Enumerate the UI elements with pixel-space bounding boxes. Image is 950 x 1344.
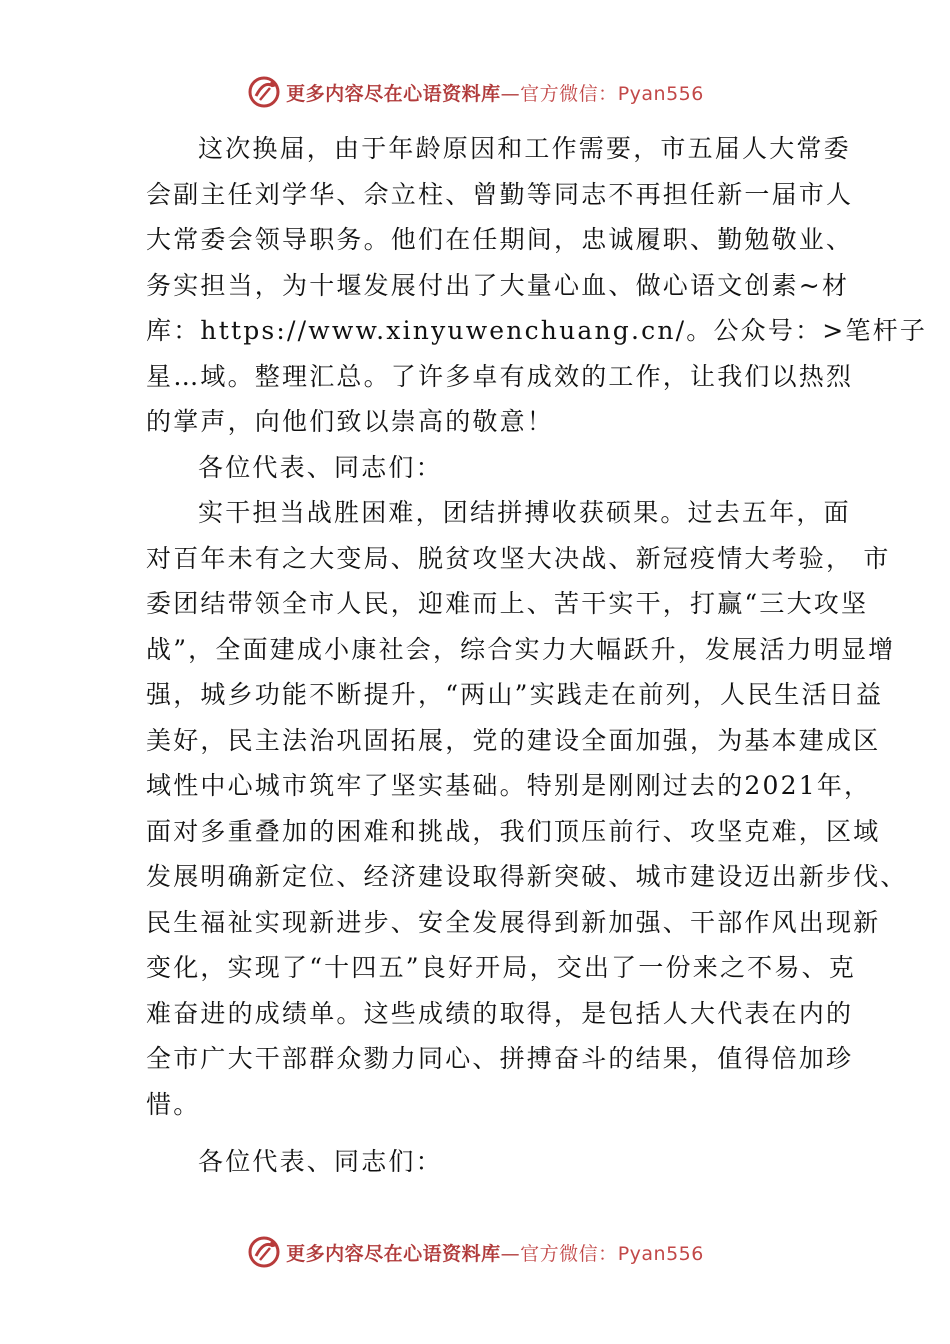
salutation: 各位代表、同志们： [198,452,443,482]
text-line: 星…域。整理汇总。了许多卓有成效的工作，让我们以热烈 [146,361,854,391]
paragraph [146,445,826,491]
text-line: 务实担当，为十堰发展付出了大量心血、做心语文创素~材 [146,270,850,300]
watermark-wechat-label: 官方微信： [520,82,618,105]
paragraph [146,126,928,445]
text-line: 的掌声，向他们致以崇高的敬意！ [146,407,555,436]
text-line: 美好，民主法治巩固拓展，党的建设全面加强，为基本建成区 [146,725,881,755]
text-line: 战”，全面建成小康社会，综合实力大幅跃升，发展活力明显增 [146,634,896,664]
footer-watermark [0,1232,950,1272]
header-watermark [0,72,950,112]
text-line: 库：https://www.xinyuwenchuang.cn/。公众号：>笔杆子 [146,316,928,345]
text-line: 惜。 [146,1089,201,1119]
text-line: 难奋进的成绩单。这些成绩的取得，是包括人大代表在内的 [146,998,854,1028]
brand-logo-icon [246,1234,282,1270]
watermark-wechat-id: Pyan556 [617,82,704,105]
brand-logo-icon [246,74,282,110]
text-line: 这次换届，由于年龄原因和工作需要，市五届人大常委 [198,134,851,163]
text-line: 发展明确新定位、经济建设取得新突破、城市建设迈出新步伐、 [146,862,908,891]
document-body [146,126,928,1185]
watermark-wechat-id: Pyan556 [617,1242,704,1265]
watermark-text [286,79,704,106]
text-line: 全市广大干部群众勠力同心、拼搏奋斗的结果，值得倍加珍 [146,1044,854,1073]
paragraph-gap [146,1127,826,1139]
text-line: 域性中心城市筑牢了坚实基础。特别是刚刚过去的2021年， [146,771,872,800]
watermark-separator: — [500,82,521,105]
salutation: 各位代表、同志们： [198,1147,443,1176]
text-line: 委团结带领全市人民，迎难而上、苦干实干，打赢“三大攻坚 [146,589,869,618]
watermark-brand: 更多内容尽在心语资料库 [286,82,501,105]
text-line: 面对多重叠加的困难和挑战，我们顶压前行、攻坚克难，区域 [146,816,881,846]
text-line: 变化，实现了“十四五”良好开局，交出了一份来之不易、克 [146,953,856,982]
watermark-brand: 更多内容尽在心语资料库 [286,1242,501,1265]
watermark-wechat-label: 官方微信： [520,1242,618,1265]
text-line: 强，城乡功能不断提升，“两山”实践走在前列，人民生活日益 [146,680,884,709]
watermark-text [286,1239,704,1266]
paragraph [146,490,908,1127]
text-line: 大常委会领导职务。他们在任期间，忠诚履职、勤勉敬业、 [146,225,854,254]
paragraph [146,1139,826,1185]
text-line: 民生福祉实现新进步、安全发展得到新加强、干部作风出现新 [146,907,881,937]
text-line: 对百年未有之大变局、脱贫攻坚大决战、新冠疫情大考验， 市 [146,543,891,573]
text-line: 实干担当战胜困难，团结拼搏收获硕果。过去五年，面 [198,498,851,527]
watermark-separator: — [500,1242,521,1265]
text-line: 会副主任刘学华、佘立柱、曾勤等同志不再担任新一届市人 [146,179,854,209]
